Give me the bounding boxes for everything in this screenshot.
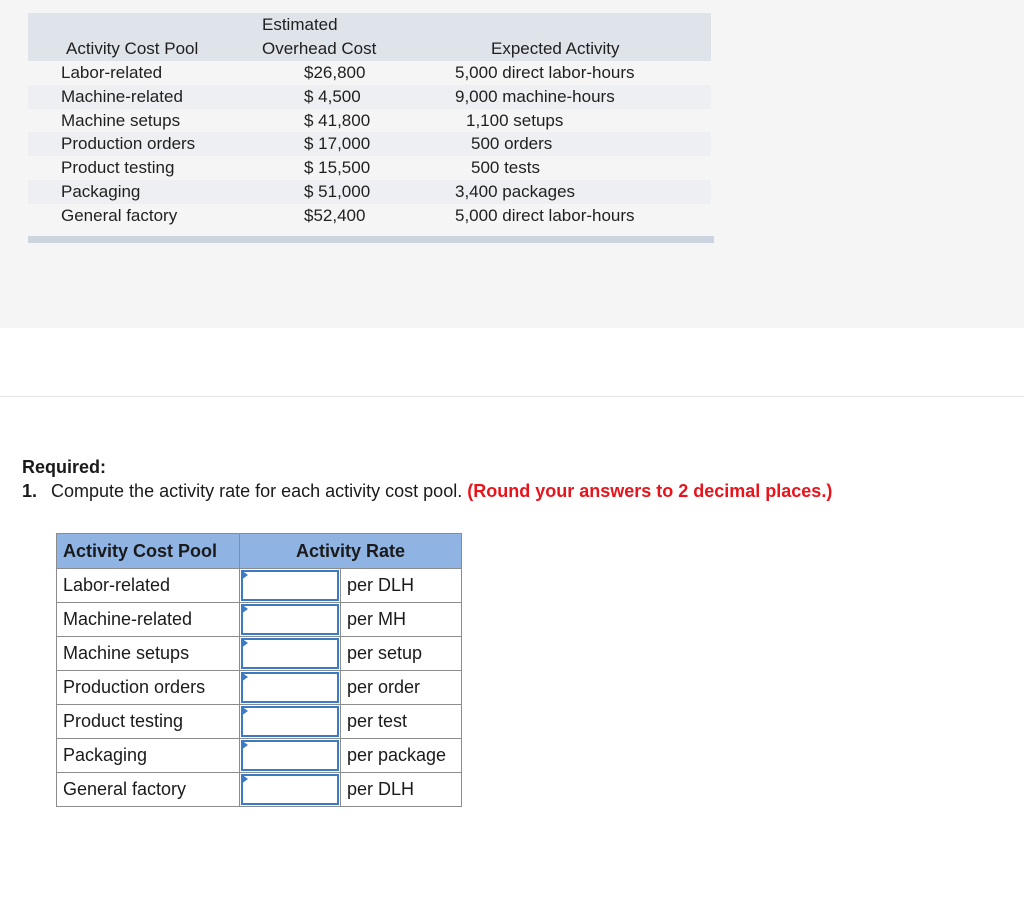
rate-input[interactable] [241,604,339,635]
cost-pool-name: Machine-related [61,86,183,106]
answer-pool-name: Labor-related [57,569,240,603]
cost-pool-name: General factory [61,205,178,225]
cell-marker-icon [241,570,248,580]
answer-header-rate: Activity Rate [240,534,462,569]
expected-activity-value: 5,000 direct labor-hours [455,63,635,82]
table-row [28,156,711,180]
rate-unit: per setup [341,637,462,671]
cost-pool-name: Product testing [61,158,175,178]
rate-input[interactable] [241,706,339,737]
table-row [57,773,462,807]
cost-pool-name: Labor-related [61,63,163,82]
table-row [28,85,711,109]
rate-input[interactable] [241,774,339,805]
cost-pool-name: Production orders [61,134,196,154]
given-table-footer-bar [28,236,714,243]
overhead-cost-value: $ 51,000 [304,181,371,201]
table-row [28,132,711,156]
rounding-instruction: (Round your answers to 2 decimal places.) [467,481,833,501]
cost-pool-name: Machine setups [61,110,181,130]
rate-input-cell [240,569,341,603]
rate-input-cell [240,705,341,739]
overhead-cost-value: $ 4,500 [304,86,361,106]
question-1 [22,481,832,502]
expected-activity-value: 500 orders [471,134,553,154]
answer-pool-name: Packaging [57,739,240,773]
table-row [57,671,462,705]
answer-pool-name: Machine setups [57,637,240,671]
table-row [57,705,462,739]
rate-input[interactable] [241,740,339,771]
answer-table [56,533,462,807]
given-data-table [28,13,711,228]
cell-marker-icon [241,672,248,682]
header-estimated: Estimated [262,15,338,34]
overhead-cost-value: $ 17,000 [304,134,371,154]
rate-unit: per MH [341,603,462,637]
rate-input-cell [240,637,341,671]
required-heading: Required: [22,457,107,477]
cell-marker-icon [241,638,248,648]
rate-input-cell [240,739,341,773]
table-row [28,204,711,228]
rate-input[interactable] [241,570,339,601]
answer-header-pool: Activity Cost Pool [57,534,240,569]
cell-marker-icon [241,774,248,784]
cell-marker-icon [241,706,248,716]
overhead-cost-value: $ 41,800 [304,110,371,130]
header-overhead-cost: Overhead Cost [262,39,377,58]
section-divider [0,396,1024,397]
answer-pool-name: General factory [57,773,240,807]
cell-marker-icon [241,740,248,750]
expected-activity-value: 3,400 packages [455,181,576,201]
rate-input-cell [240,671,341,705]
overhead-cost-value: $26,800 [304,63,366,82]
given-table-header [28,13,711,61]
expected-activity-value: 9,000 machine-hours [455,86,615,106]
rate-unit: per package [341,739,462,773]
table-row [28,109,711,133]
rate-unit: per order [341,671,462,705]
table-row [28,61,711,85]
given-table-body [28,61,711,228]
given-data-panel [0,0,1024,328]
overhead-cost-value: $ 15,500 [304,158,371,178]
cost-pool-name: Packaging [61,181,141,201]
table-row [57,637,462,671]
rate-unit: per DLH [341,773,462,807]
rate-input[interactable] [241,672,339,703]
expected-activity-value: 1,100 setups [466,110,564,130]
rate-input-cell [240,773,341,807]
table-row [57,603,462,637]
table-row [57,569,462,603]
answer-pool-name: Production orders [57,671,240,705]
answer-table-header [57,534,462,569]
rate-input-cell [240,603,341,637]
overhead-cost-value: $52,400 [304,205,366,225]
expected-activity-value: 500 tests [471,158,540,178]
table-row [57,739,462,773]
expected-activity-value: 5,000 direct labor-hours [455,205,635,225]
question-text: Compute the activity rate for each activity cost pool. [51,481,463,501]
answer-pool-name: Machine-related [57,603,240,637]
header-activity-cost-pool: Activity Cost Pool [66,39,199,58]
table-row [28,180,711,204]
rate-input[interactable] [241,638,339,669]
rate-unit: per test [341,705,462,739]
cell-marker-icon [241,604,248,614]
rate-unit: per DLH [341,569,462,603]
answer-pool-name: Product testing [57,705,240,739]
header-expected-activity: Expected Activity [491,39,620,58]
question-number: 1. [22,481,38,501]
